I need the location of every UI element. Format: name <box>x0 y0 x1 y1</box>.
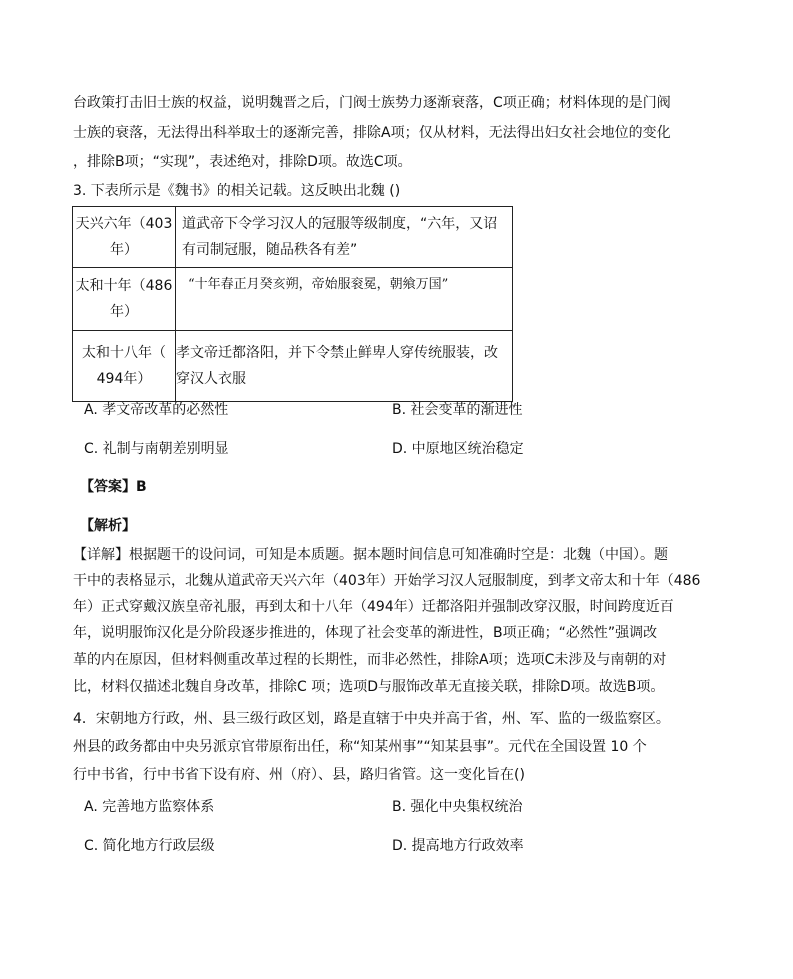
date-line: 太和十八年（ <box>82 345 166 361</box>
text-line: 穿汉人衣服 <box>176 371 246 387</box>
table-cell-date <box>73 331 176 402</box>
analysis-line-1: 【详解】根据题干的设问词，可知是本质题。据本题时间信息可知准确时空是：北魏（中国）。题 <box>73 547 668 563</box>
table-cell-text <box>176 268 513 331</box>
text-line: 有司制冠服，随品秩各有差” <box>182 242 358 258</box>
analysis-line-3: 年）正式穿戴汉族皇帝礼服，再到太和十八年（494年）迁都洛阳并强制改穿汉服，时间跨度近百 <box>73 599 674 615</box>
option-c: C. 礼制与南朝差别明显 <box>84 441 229 457</box>
table-row <box>73 268 513 331</box>
date-line: 年） <box>110 304 138 320</box>
analysis-line-5: 革的内在原因，但材料侧重改革过程的长期性，而非必然性，排除A项；选项C未涉及与南朝的对 <box>73 652 667 668</box>
option-d: D. 提高地方行政效率 <box>392 838 524 854</box>
question-4-stem-line-1: 4．宋朝地方行政，州、县三级行政区划，路是直辖于中央并高于省，州、军、监的一级监察区。 <box>73 711 670 727</box>
table-row <box>73 331 513 402</box>
date-line: 太和十年（486 <box>75 278 173 294</box>
analysis-line-6: 比，材料仅描述北魏自身改革，排除C 项；选项D与服饰改革无直接关联，排除D项。故选B项。 <box>73 679 665 695</box>
text-line: “十年春正月癸亥朔，帝始服衮冕，朝飨万国” <box>188 277 449 292</box>
option-b: B. 强化中央集权统治 <box>392 799 523 815</box>
analysis-line-4: 年，说明服饰汉化是分阶段逐步推进的，体现了社会变革的渐进性，B项正确；“必然性”强调改 <box>73 625 658 641</box>
question-4-stem-line-3: 行中书省，行中书省下设有府、州（府）、县，路归省管。这一变化旨在() <box>73 767 525 783</box>
table-cell-date <box>73 207 176 268</box>
option-d: D. 中原地区统治稳定 <box>392 441 524 457</box>
text-line: 道武帝下令学习汉人的冠服等级制度，“六年，又诏 <box>182 216 498 232</box>
paragraph-line-2: 士族的衰落，无法得出科举取士的逐渐完善，排除A项；仅从材料，无法得出妇女社会地位的变化 <box>73 125 671 141</box>
records-table <box>72 206 513 402</box>
question-3-stem: 3. 下表所示是《魏书》的相关记载。这反映出北魏 () <box>73 183 401 199</box>
option-a: A. 完善地方监察体系 <box>84 799 215 815</box>
paragraph-line-1: 台政策打击旧士族的权益，说明魏晋之后，门阀士族势力逐渐衰落，C项正确；材料体现的是门阀 <box>73 95 671 111</box>
table-cell-text <box>176 207 513 268</box>
date-line: 年） <box>110 242 138 258</box>
option-c: C. 简化地方行政层级 <box>84 838 215 854</box>
text-line: 孝文帝迁都洛阳，并下令禁止鲜卑人穿传统服装，改 <box>176 345 498 361</box>
analysis-line-2: 干中的表格显示，北魏从道武帝天兴六年（403年）开始学习汉人冠服制度，到孝文帝太和十年（486 <box>73 573 701 589</box>
date-line: 494年） <box>96 371 152 387</box>
table-cell-text <box>176 331 513 402</box>
option-a: A. 孝文帝改革的必然性 <box>84 402 229 418</box>
analysis-title: 【解析】 <box>80 518 136 534</box>
option-b: B. 社会变革的渐进性 <box>392 402 523 418</box>
date-line: 天兴六年（403 <box>75 216 173 232</box>
question-4-stem-line-2: 州县的政务都由中央另派京官带原衔出任，称“知某州事”“知某县事”。元代在全国设置 10 个 <box>73 739 647 755</box>
table-row <box>73 207 513 268</box>
table-cell-date <box>73 268 176 331</box>
paragraph-line-3: ，排除B项；“实现”，表述绝对，排除D项。故选C项。 <box>73 154 412 170</box>
answer-label: 【答案】B <box>80 479 147 495</box>
